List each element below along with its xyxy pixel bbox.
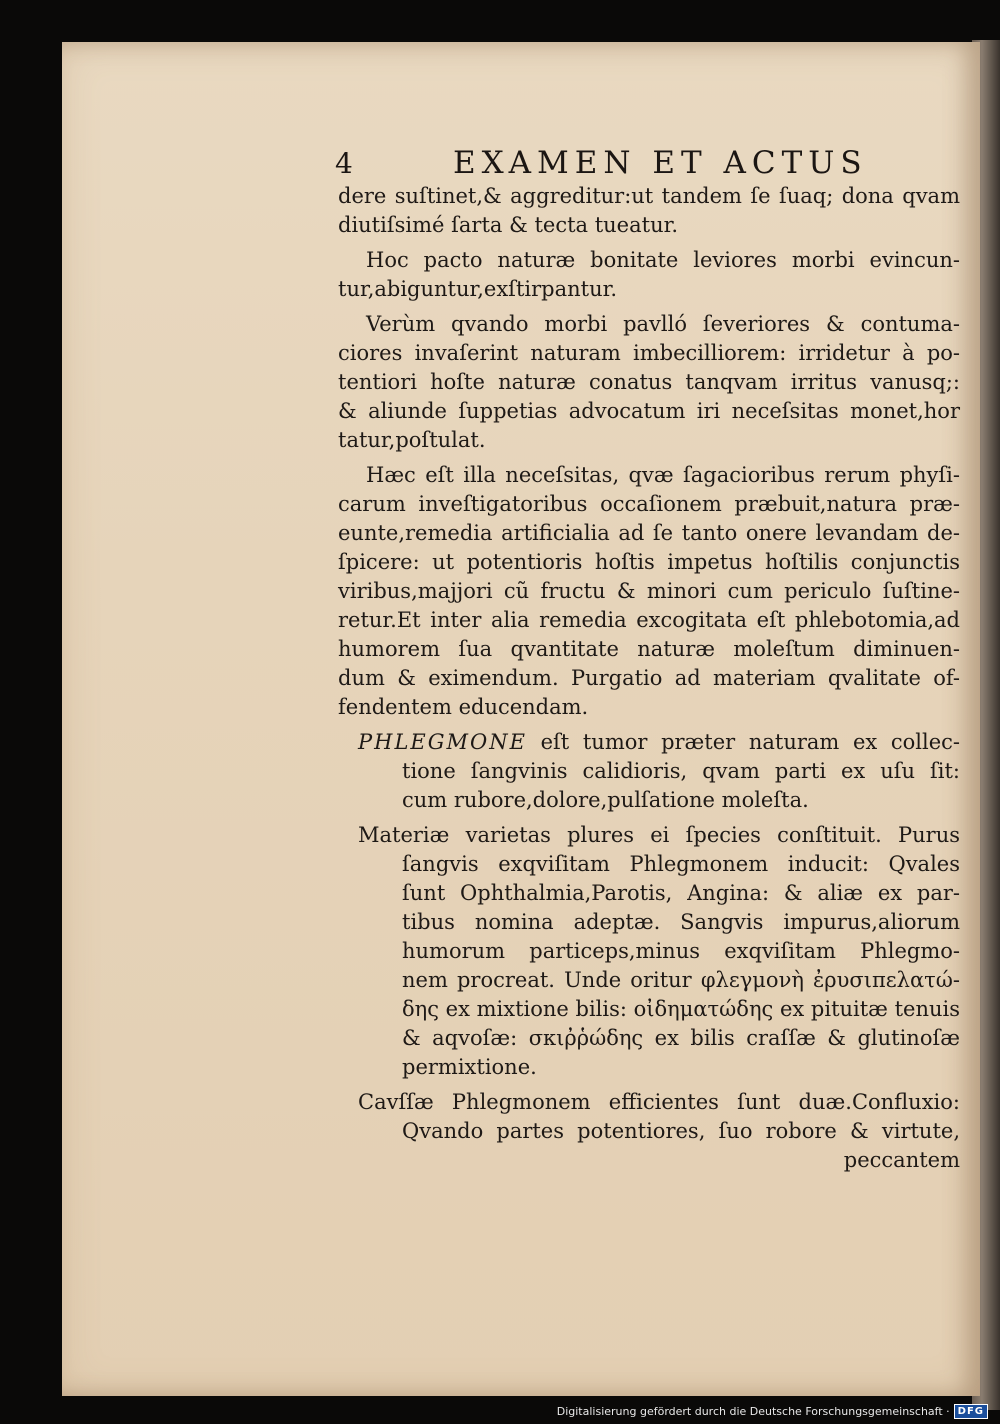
text-line: tione ſangvinis calidioris, qvam parti ex uſu ſit:	[402, 759, 960, 783]
text-line: ſunt Ophthalmia,Parotis, Angina: & aliæ ex par-	[402, 881, 960, 905]
text-line: Qvando partes potentiores, ſuo robore & virtute,	[402, 1119, 960, 1143]
digitization-footer	[557, 1402, 988, 1420]
running-title: EXAMEN ET ACTUS	[453, 145, 868, 181]
text-line: dere suſtinet,& aggreditur:ut tandem ſe ſuaq; dona qvam	[338, 184, 960, 208]
text-line: cum rubore,dolore,pulſatione moleſta.	[402, 788, 809, 812]
text-line: humorum particeps,minus exqviſitam Phlegmo-	[402, 939, 960, 963]
page-number: 4	[335, 147, 353, 180]
text-line: diutiſsimé ſarta & tecta tueatur.	[338, 213, 678, 237]
text-line: carum inveſtigatoribus occaſionem præbuit,natura præ-	[338, 492, 960, 516]
text-line: tentiori hoſte naturæ conatus tanqvam irritus vanusq;:	[338, 370, 960, 394]
text-line: nem procreat. Unde oritur φλεγμονὴ ἐρυσιπελατώ-	[402, 968, 960, 992]
text-line: tatur,poſtulat.	[338, 428, 486, 452]
text-line: δης ex mixtione bilis: οἰδηματώδης ex pituitæ tenuis	[402, 997, 961, 1021]
definition-text: eſt tumor præter naturam ex collec-	[540, 730, 960, 754]
catchword: peccantem	[843, 1148, 960, 1172]
text-line: tibus nomina adeptæ. Sangvis impurus,aliorum	[402, 910, 960, 934]
text-line: Verùm qvando morbi pavlló ſeveriores & contuma-	[366, 312, 960, 336]
text-line: ciores invaſerint naturam imbecilliorem: irridetur à po-	[338, 341, 960, 365]
text-line: tur,abiguntur,exſtirpantur.	[338, 277, 618, 301]
definition-term: PHLEGMONE	[358, 730, 527, 754]
text-line: & aliunde ſuppetias advocatum iri neceſsitas monet,hor	[338, 399, 960, 423]
text-line: viribus,majjori cũ fructu & minori cum periculo ſuſtine-	[338, 579, 960, 603]
text-line: humorem ſua qvantitate naturæ moleſtum diminuen-	[338, 637, 960, 661]
text-line: retur.Et inter alia remedia excogitata eſt phlebotomia,ad	[338, 608, 960, 632]
text-line: dum & eximendum. Purgatio ad materiam qvalitate of-	[338, 666, 960, 690]
page-header	[335, 145, 868, 185]
dfg-logo-icon: DFG	[954, 1404, 988, 1419]
text-line: permixtione.	[402, 1055, 537, 1079]
text-line: eunte,remedia artificialia ad ſe tanto onere levandam de-	[338, 521, 960, 545]
text-line: Materiæ varietas plures ei ſpecies conſtituit. Purus	[358, 823, 960, 847]
footer-text: Digitalisierung gefördert durch die Deutsche Forschungsgemeinschaft ·	[556, 1404, 950, 1418]
text-line: Hæc eſt illa neceſsitas, qvæ ſagacioribus rerum phyſi-	[366, 463, 960, 487]
text-line: ſpicere: ut potentioris hoſtis impetus hoſtilis conjunctis	[338, 550, 960, 574]
page-text	[338, 182, 960, 1175]
definition-line	[338, 728, 960, 757]
text-line: & aqvoſæ: σκιῤῥώδης ex bilis craſſæ & glutinoſæ	[402, 1026, 960, 1050]
text-line: Cavſſæ Phlegmonem efficientes ſunt duæ.Confluxio:	[358, 1090, 960, 1114]
text-line: fendentem educendam.	[338, 695, 589, 719]
text-line: Hoc pacto naturæ bonitate leviores morbi evincun-	[366, 248, 960, 272]
text-line: ſangvis exqviſitam Phlegmonem inducit: Qvales	[402, 852, 960, 876]
